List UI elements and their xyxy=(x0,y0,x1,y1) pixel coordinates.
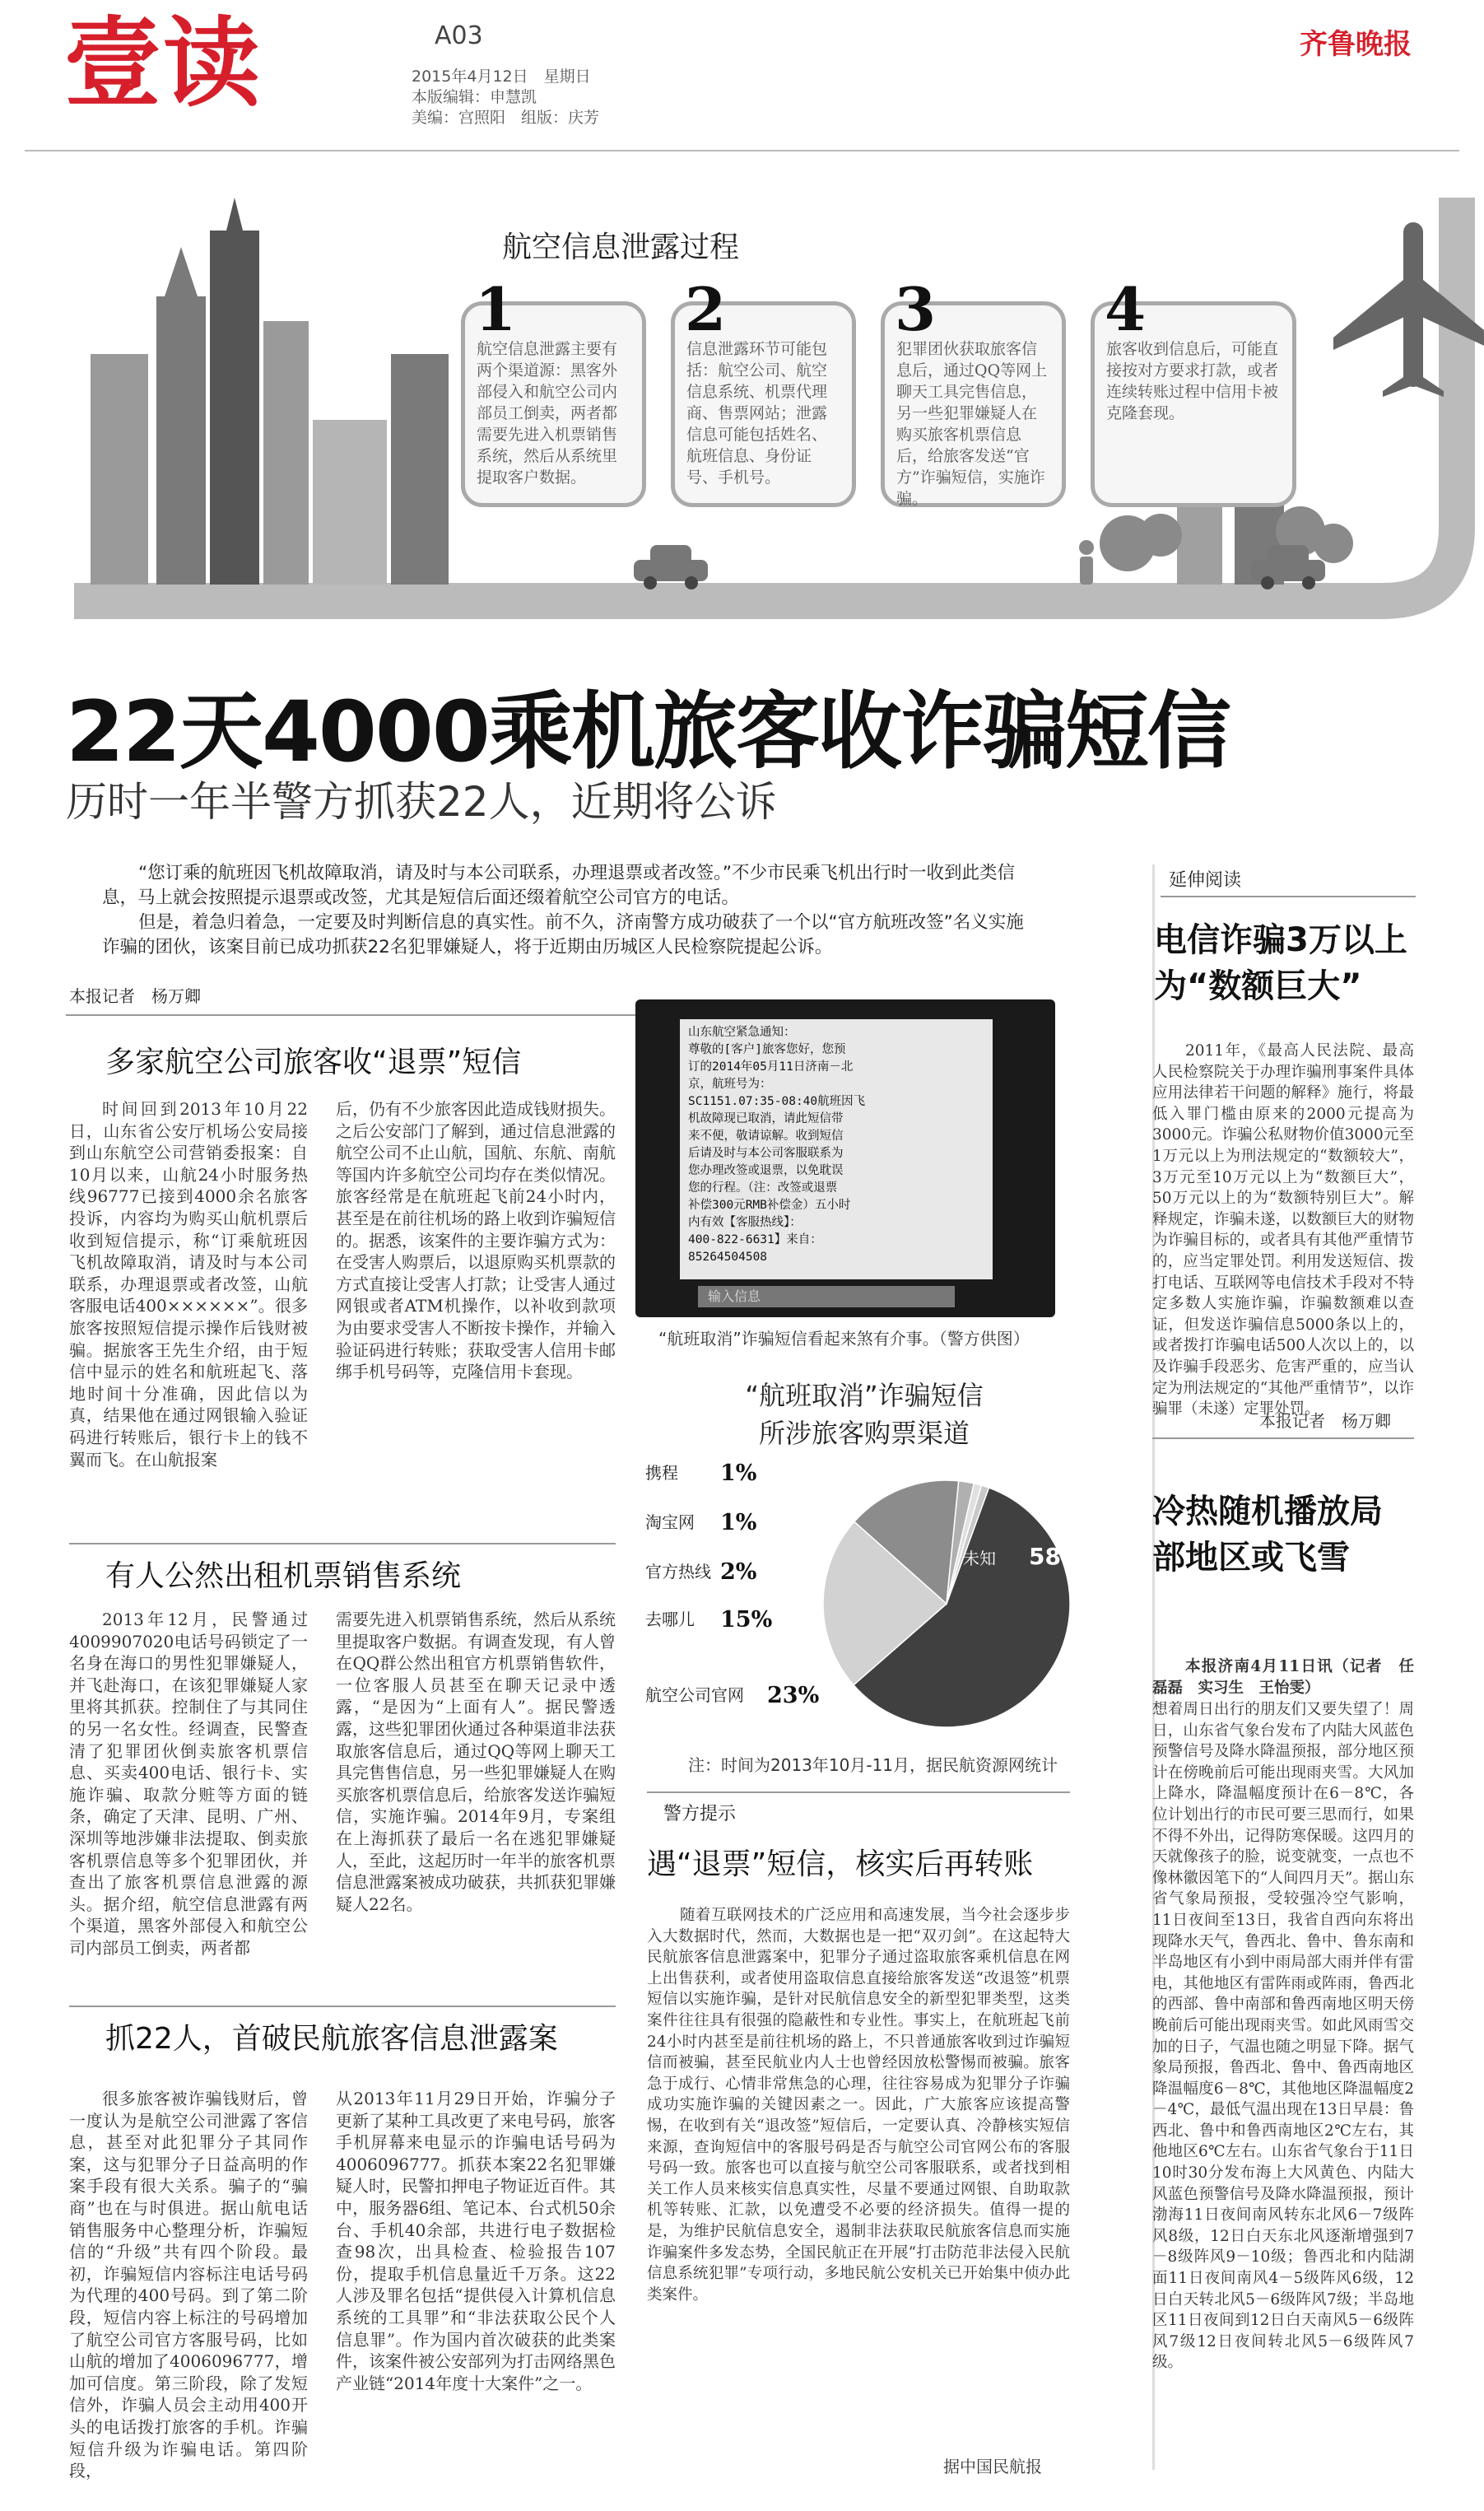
step-number: 4 xyxy=(1105,274,1147,344)
chart-note: 注：时间为2013年10月-11月，据民航资源网统计 xyxy=(688,1755,1058,1775)
step-number: 2 xyxy=(685,274,727,344)
pie-value: 1% xyxy=(720,1510,757,1535)
pie-label: 去哪儿 xyxy=(645,1610,695,1629)
article-column: 很多旅客被诈骗钱财后，曾一度认为是航空公司泄露了客信息，甚至对此犯罪分子其同作案，这与犯罪分子日益高明的作案手段有很大关系。骗子的“骗商”也在与时俱进。据山航电话销售服务中心整理分析，诈骗短信的“升级”共有四个阶段。最初，诈骗短信内容标注电话号码为代理的400号码。到了第二阶段，短信内容上标注的号码增加了航空公司官方客服号码，比如山航的增加了4006096777，增加可信度。第三阶段，除了发短信外，诈骗人员会主动用400开头的电话拨打旅客的手机。诈骗短信升级为诈骗电话。第四阶段， xyxy=(69,2089,308,2481)
issue-date: 2015年4月12日 星期日 xyxy=(412,68,591,86)
newspaper-logo: 齐鲁晚报 xyxy=(1300,28,1412,61)
section-heading: 多家航空公司旅客收“退票”短信 xyxy=(105,1046,522,1079)
pie-label: 航空公司官网 xyxy=(645,1685,744,1705)
article-column: 从2013年11月29日开始，诈骗分子更新了某种工具改更了来电号码，旅客手机屏幕来电显示的诈骗电话号码为4006096777。抓获本案22名犯罪嫌疑人时，民警扣押电子物证近百件。其中，服务器6组、笔记本、台式机50余台、手机40余部，共进行电子数据检查98次，出具检查、检验报告107份，提取手机信息量近千万条。这22人涉及罪名包括“提供侵入计算机信息系统的工具罪”和“非法获取公民个人信息罪”。作为国内首次破获的此类案件，该案件被公安部列为打击网络黑色产业链“2014年度十大案件”之一。 xyxy=(336,2089,616,2393)
sidebar-body: 2011年，《最高人民法院、最高人民检察院关于办理诈骗刑事案件具体应用法律若干问题的解释》施行，将最低入罪门槛由原来的2000元提高为3000元。诈骗公私财物价值3000元至1万元以上为刑法规定的“数额较大”，3万元至10万元以上为“数额巨大”，50万元以上的为“数额特别巨大”。解释规定，诈骗未遂，以数额巨大的财物为诈骗目标的，或者具有其他严重情节的，应当定罪处罚。利用发送短信、拨打电话、互联网等电信技术手段对不特定多数人实施诈骗，诈骗数额难以查证，但发送诈骗信息5000条以上的，或者拨打诈骗电话500人次以上的，以及诈骗手段恶劣、危害严重的，应当认定为刑法规定的“其他严重情节”，以诈骗罪（未遂）定罪处罚。 xyxy=(1152,1042,1414,1419)
section-heading: 抓22人，首破民航旅客信息泄露案 xyxy=(105,2022,558,2056)
divider xyxy=(1152,1437,1414,1439)
sms-line: 内有效【客服热线】： xyxy=(688,1216,802,1229)
police-tip-tag: 警方提示 xyxy=(663,1804,737,1824)
sidebar-dateline: 本报济南4月11日讯（记者 任磊磊 实习生 王怡雯） xyxy=(1152,1658,1414,1697)
car-icon xyxy=(634,545,708,589)
sms-photo xyxy=(635,999,1055,1317)
article-column: 后，仍有不少旅客因此造成钱财损失。之后公安部门了解到，通过信息泄露的航空公司不止山航，国航、东航、南航等国内许多航空公司均存在类似情况。旅客经常是在航班起飞前24小时内，甚至是在前往机场的路上收到诈骗短信的。据悉，该案件的主要诈骗方式为：在受害人购票后，以退原购买机票款的方式直接让受害人打款；让受害人通过网银或者ATM机操作，以补收到款项为由要求受害人不断按卡操作，并输入验证码进行转账；获取受害人信用卡邮绑手机号码等，克隆信用卡套现。 xyxy=(336,1099,616,1382)
pie-value: 58% xyxy=(1029,1543,1085,1570)
sms-line: 来不便，敬请谅解。收到短信 xyxy=(688,1130,844,1143)
pie-label: 未知 xyxy=(963,1549,996,1568)
sms-input-box: 输入信息 xyxy=(698,1286,955,1307)
pie-label: 淘宝网 xyxy=(645,1512,695,1532)
sms-line: 85264504508 xyxy=(688,1251,768,1264)
chart-title: “航班取消”诈骗短信 所涉旅客购票渠道 xyxy=(745,1380,984,1449)
subheadline: 历时一年半警方抓获22人，近期将公诉 xyxy=(66,778,777,826)
lead-paragraph: “您订乘的航班因飞机故障取消，请及时与本公司联系，办理退票或者改签。”不少市民乘飞机出行时一收到此类信息，马上就会按照提示退票或改签，尤其是短信后面还缀着航空公司官方的电话。 xyxy=(102,863,1016,908)
divider xyxy=(69,1543,616,1544)
sms-screen xyxy=(680,1019,993,1279)
headline: 22天4000乘机旅客收诈骗短信 xyxy=(66,683,1230,781)
article-column: 时间回到2013年10月22日，山东省公安厅机场公安局接到山东航空公司营销委报案：自10月以来，山航24小时服务热线96777已接到4000余名旅客投诉，内容均为购买山航机票后收到短信提示，称“订乘航班因飞机故障取消，请及时与本公司联系，办理退票或者改签，山航客服电话400××××××”。很多旅客按照短信提示操作后钱财被骗。据旅客王先生介绍，由于短信中显示的姓名和航班起飞、落地时间十分准确，因此信以为真，结果他在通过网银输入验证码进行转账后，银行卡上的钱不翼而飞。在山航报案 xyxy=(69,1099,308,1470)
step-text: 信息泄露环节可能包括：航空公司、航空信息系统、机票代理商、售票网站；泄露信息可能包括姓名、航班信息、身份证号、手机号。 xyxy=(686,340,828,487)
article-column: 需要先进入机票销售系统，然后从系统里提取客户数据。有调查发现，有人曾在QQ群公然出租官方机票销售软件，一位客服人员甚至在聊天记录中透露，“是因为“上面有人”。据民警透露，这些犯罪团伙通过各种渠道非法获取旅客信息后，通过QQ等网上聊天工具完售售信息，另一些犯罪嫌疑人在购买旅客机票信息后，给旅客发送诈骗短信，实施诈骗。2014年9月，专案组在上海抓获了最后一名在逃犯罪嫌疑人，至此，这起历时一年半的旅客机票信息泄露案被成功破获，共抓获犯罪嫌疑人22名。 xyxy=(336,1610,616,1914)
section-heading: 有人公然出租机票销售系统 xyxy=(105,1559,462,1593)
person-icon xyxy=(1079,540,1094,585)
step-text: 犯罪团伙获取旅客信息后，通过QQ等网上聊天工具完售信息，另一些犯罪嫌疑人在购买旅客机票信息后，给旅客发送“官方”诈骗短信，实施诈骗。 xyxy=(896,340,1048,508)
sms-line: 山东航空紧急通知： xyxy=(688,1026,796,1039)
photo-caption: “航班取消”诈骗短信看起来煞有介事。（警方供图） xyxy=(658,1329,1030,1349)
sms-line: 后请及时与本公司客服联系为 xyxy=(688,1147,844,1160)
sms-line: 您办理改签或退票，以免耽误 xyxy=(688,1164,844,1177)
police-tip-body: 随着互联网技术的广泛应用和高速发展，当今社会逐步步入大数据时代，然而，大数据也是一把“双刃剑”。在这起特大民航旅客信息泄露案中，犯罪分子通过盗取旅客乘机信息在网上出售获利，或者使用盗取信息直接给旅客发送“改退签”机票短信以实施诈骗，是针对民航信息安全的新型犯罪类型，这类案件往往具有很强的隐蔽性和专业性。事实上，在航班起飞前24小时内甚至是前往机场的路上，不只普通旅客收到过诈骗短信而被骗，甚至民航业内人士也曾经因放松警惕而被骗。旅客急于成行、心情非常焦急的心理，往往容易成为犯罪分子诈骗成功实施诈骗的关键因素之一。因此，广大旅客应该提高警惕，在收到有关“退改签”短信后，一定要认真、冷静核实短信来源，查询短信中的客服号码是否与航空公司官网公布的客服号码一致。旅客也可以直接与航空公司客服联系，或者找到相关工作人员来核实信息真实性，尽量不要通过网银、自助取款机等转账、汇款，以免遭受不必要的经济损失。值得一提的是，为维护民航信息安全，遏制非法获取民航旅客信息而实施诈骗案件多发态势，全国民航正在开展“打击防范非法侵入民航信息系统犯罪”专项行动，多地民航公安机关已开始集中侦办此类案件。 xyxy=(647,1907,1070,2304)
step-card xyxy=(881,274,1066,508)
step-text: 航空信息泄露主要有两个渠道源：黑客外部侵入和航空公司内部员工倒卖，两者都需要先进入机票销售系统，然后从系统里提取客户数据。 xyxy=(477,340,618,487)
sidebar-heading: 电信诈骗3万以上为“数额巨大” xyxy=(1154,921,1407,1005)
section-title: 壹读 xyxy=(64,7,263,120)
design-credit: 美编：宫照阳 组版：庆芳 xyxy=(412,109,600,127)
masthead-divider xyxy=(25,150,1459,151)
lead-paragraph: 但是，着急归着急，一定要及时判断信息的真实性。前不久，济南警方成功破获了一个以“官方航班改签”名义实施诈骗的团伙，该案目前已成功抓获22名犯罪嫌疑人，将于近期由历城区人民检察院提起公诉。 xyxy=(102,912,1024,957)
byline: 本报记者 杨万卿 xyxy=(69,986,201,1006)
divider xyxy=(69,2006,616,2007)
sidebar-body: 想着周日出行的朋友们又要失望了！周日，山东省气象台发布了内陆大风蓝色预警信号及降水降温预报，部分地区预计在傍晚前后可能出现雨夹雪。大风加上降水，降温幅度预计在6－8℃，各位计划出行的市民可要三思而行，如果不得不外出，记得防寒保暖。这四月的天就像孩子的脸，说变就变，一点也不像林徽因笔下的“人间四月天”。据山东省气象局预报，受较强冷空气影响，11日夜间至13日，我省自西向东将出现降水天气，鲁西北、鲁中、鲁东南和半岛地区有小到中雨局部大雨并伴有雷电，其他地区有雷阵雨或阵雨，鲁西北的西部、鲁中南部和鲁西南地区明天傍晚前后可能出现雨夹雪。如此风雨雪交加的日子，气温也随之明显下降。据气象局预报，鲁西北、鲁中、鲁西南地区降温幅度6－8℃，其他地区降温幅度2－4℃，最低气温出现在13日早晨：鲁西北、鲁中和鲁西南地区2℃左右，其他地区6℃左右。山东省气象台于11日10时30分发布海上大风黄色、内陆大风蓝色预警信号及降水降温预报，预计渤海11日夜间南风转东北风6－7级阵风8级，12日白天东北风逐渐增强到7－8级阵风9－10级；鲁西北和内陆湖面11日夜间南风4－5级阵风6级，12日白天转北风5－6级阵风7级；半岛地区11日夜间到12日白天南风5－6级阵风7级12日夜间转北风5－6级阵风7级。 xyxy=(1152,1701,1414,2372)
sms-line: 补偿300元RMB补偿金）五小时 xyxy=(688,1199,851,1212)
sms-line: 机故障现已取消，请此短信带 xyxy=(688,1112,844,1125)
step-card xyxy=(461,274,646,507)
sms-line: 400-822-6631】来自： xyxy=(688,1233,822,1246)
pie-value: 23% xyxy=(767,1683,820,1708)
pie-label: 官方热线 xyxy=(645,1562,711,1582)
pie-label: 携程 xyxy=(645,1463,678,1483)
sms-line: 尊敬的[客户]旅客您好，您预 xyxy=(688,1043,846,1056)
police-tip-heading: 遇“退票”短信，核实后再转账 xyxy=(647,1847,1034,1881)
editor-credit: 本版编辑：申慧凯 xyxy=(412,88,537,106)
article-column: 2013年12月，民警通过4009907020电话号码锁定了一名身在海口的男性犯罪嫌疑人，并飞赴海口，在该犯罪嫌疑人家里将其抓获。控制住了与其同住的另一名女性。经调查，民警查清了犯罪团伙倒卖旅客机票信息、买卖400电话、银行卡、实施诈骗、取款分赃等方面的链条，确定了天津、昆明、广州、深圳等地涉嫌非法提取、倒卖旅客机票信息等多个犯罪团伙，并查出了旅客机票信息泄露的源头。据介绍，航空信息泄露有两个渠道，黑客外部侵入和航空公司内部员工倒卖，两者都 xyxy=(69,1610,308,1958)
sms-line: 您的行程。（注：改签或退票 xyxy=(688,1181,838,1195)
sidebar-tag: 延伸阅读 xyxy=(1169,870,1242,891)
divider xyxy=(647,1791,1070,1793)
sidebar-heading: 冷热随机播放局部地区或飞雪 xyxy=(1152,1493,1383,1577)
sms-line: 京，航班号为： xyxy=(688,1078,772,1091)
sms-line: 订的2014年05月11日济南－北 xyxy=(688,1060,854,1074)
step-card xyxy=(1091,274,1296,507)
step-card xyxy=(671,274,856,507)
page-number: A03 xyxy=(435,21,483,50)
step-text: 旅客收到信息后，可能直接按对方要求打款，或者连续转账过程中信用卡被克隆套现。 xyxy=(1106,340,1279,422)
pie-value: 15% xyxy=(720,1607,773,1633)
sidebar-byline: 本报记者 杨万卿 xyxy=(1259,1411,1391,1431)
pie-chart xyxy=(642,1460,1085,1744)
pie-value: 1% xyxy=(720,1460,757,1486)
infographic-title: 航空信息泄露过程 xyxy=(502,231,740,264)
step-number: 3 xyxy=(895,274,937,344)
police-tip-source: 据中国民航报 xyxy=(943,2457,1042,2476)
step-number: 1 xyxy=(475,274,517,344)
divider xyxy=(1161,896,1416,897)
pie-value: 2% xyxy=(720,1559,757,1585)
sms-line: SC1151.07:35-08:40航班因飞 xyxy=(688,1095,866,1108)
